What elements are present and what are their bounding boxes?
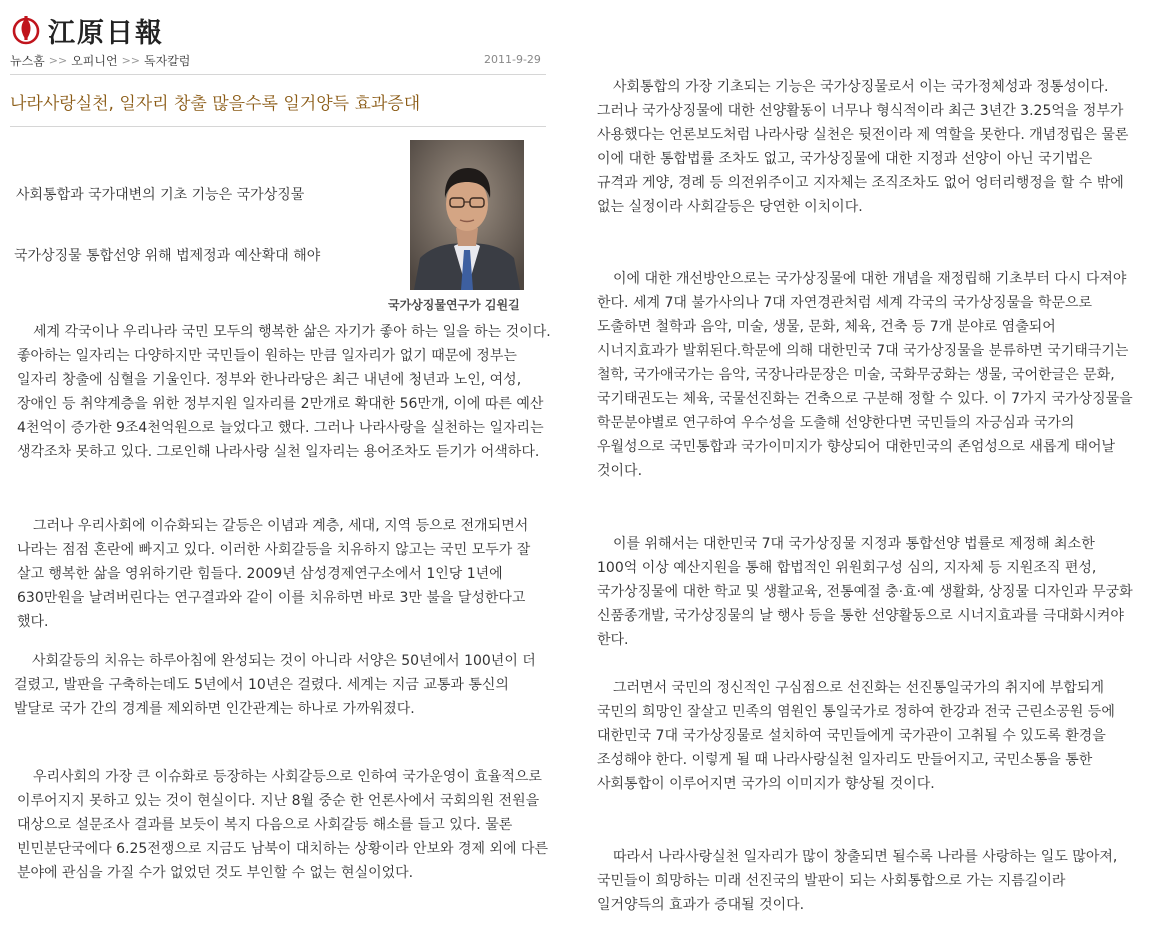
breadcrumb-news-home[interactable]: 뉴스홈 — [10, 54, 45, 68]
article-paragraph: 따라서 나라사랑실천 일자리가 많이 창출되면 될수록 나라를 사랑하는 일도 많아져, 국민들이 희망하는 미래 선진국의 발판이 되는 사회통합으로 가는 지름길이라 일거양득의 효과가 증대될 것이다. — [597, 849, 1118, 913]
divider — [10, 126, 546, 127]
logo-text: 江原日報 — [48, 17, 164, 49]
article-date: 2011-9-29 — [484, 53, 541, 66]
photo-caption: 국가상징물연구가 김원길 — [388, 298, 520, 312]
article-paragraph: 우리사회의 가장 큰 이슈화로 등장하는 사회갈등으로 인하여 국가운영이 효율적으로 이루어지지 못하고 있는 것이 현실이다. 지난 8월 중순 한 언론사에서 국회의원 전원을 대상으로 설문조사 결과를 보듯이 복지 다음으로 사회갈등 해소를 들고 있다. 물론 빈민분단국에다 6.25전쟁으로 지금도 남북이 대치하는 상황이라 안보와 경제 외에 다른 분야에 관심을 가질 수가 없었던 것도 부인할 수 없는 현실이었다. — [17, 769, 549, 881]
divider — [10, 74, 546, 75]
article-subhead-1: 사회통합과 국가대변의 기초 기능은 국가상징물 — [16, 187, 305, 203]
article-paragraph: 세계 각국이나 우리나라 국민 모두의 행복한 삶은 자기가 좋아 하는 일을 하는 것이다. 좋아하는 일자리는 다양하지만 국민들이 원하는 만큼 일자리가 없기 때문에 정부는 일자리 창출에 심혈을 기울인다. 정부와 한나라당은 최근 내년에 청년과 노인, 여성, 장애인 등 취약계층을 위한 정부지원 일자리를 2만개로 확대한 56만개, 이에 따른 예산 4천억이 증가한 9조4천억원으로 늘었다고 했다. 그러나 나라사랑을 실천하는 일자리는 생각조차 못하고 있다. 그로인해 나라사랑 실천 일자리는 용어조차도 듣기가 어색하다. — [17, 324, 551, 460]
logo-emblem-icon — [12, 14, 40, 46]
article-subhead-2: 국가상징물 통합선양 위해 법제정과 예산확대 해야 — [14, 248, 321, 264]
article-paragraph: 그러나 우리사회에 이슈화되는 갈등은 이념과 계층, 세대, 지역 등으로 전개되면서 나라는 점점 혼란에 빠지고 있다. 이러한 사회갈등을 치유하지 않고는 국민 모두가 잘 살고 행복한 삶을 영위하기란 힘들다. 2009년 삼성경제연구소에서 1인당 1년에 630만원을 날려버린다는 연구결과와 같이 이를 치유하면 바로 3만 불을 달성한다고 했다. — [17, 518, 531, 630]
breadcrumb — [10, 52, 190, 69]
article-paragraph: 그러면서 국민의 정신적인 구심점으로 선진화는 선진통일국가의 취지에 부합되게 국민의 희망인 잘살고 민족의 염원인 통일국가로 정하여 한강과 전국 근린소공원 등에 대한민국 7대 국가상징물로 설치하여 국민들에게 국가관이 고취될 수 있도록 환경을 조성해야 한다. 이렇게 될 때 나라사랑실천 일자리도 만들어지고, 국민소통을 통한 사회통합이 이루어지면 국가의 이미지가 향상될 것이다. — [597, 680, 1115, 792]
article-title: 나라사랑실천, 일자리 창출 많을수록 일거양득 효과증대 — [10, 94, 421, 114]
breadcrumb-opinion[interactable]: 오피니언 — [71, 54, 118, 68]
site-logo[interactable] — [12, 12, 164, 48]
breadcrumb-reader-column[interactable]: 독자칼럼 — [144, 54, 191, 68]
article-paragraph: 이에 대한 개선방안으로는 국가상징물에 대한 개념을 재정립해 기초부터 다시 다져야 한다. 세계 7대 불가사의나 7대 자연경관처럼 세계 각국의 국가상징물을 학문으로 도출하면 철학과 음악, 미술, 생물, 문화, 체육, 건축 등 7개 분야로 염출되어 시너지효과가 발휘된다.학문에 의해 대한민국 7대 국가상징물을 분류하면 국기태극기는 철학, 국가애국가는 음악, 국장나라문장은 미술, 국화무궁화는 생물, 국어한글은 문화, 국기태권도는 체육, 국물선진화는 건축으로 구분해 정할 수 있다. 이 7가지 국가상징물을 학문분야별로 연구하여 우수성을 도출해 선양한다면 국민들의 자긍심과 국가의 우월성으로 국민통합과 국가이미지가 향상되어 대한민국의 존엄성으로 새롭게 태어날 것이다. — [597, 271, 1133, 479]
article-paragraph: 사회갈등의 치유는 하루아침에 완성되는 것이 아니라 서양은 50년에서 100년이 더 걸렸고, 발판을 구축하는데도 5년에서 10년은 걸렸다. 세계는 지금 교통과 통신의 발달로 국가 간의 경계를 제외하면 인간관계는 하나로 가까워졌다. — [14, 653, 536, 717]
article-paragraph: 이를 위해서는 대한민국 7대 국가상징물 지정과 통합선양 법률로 제정해 최소한 100억 이상 예산지원을 통해 합법적인 위원회구성 심의, 지자체 등 지원조직 편성, 국가상징물에 대한 학교 및 생활교육, 전통예절 충·효·예 생활화, 상징물 디자인과 무궁화 신품종개발, 국가상징물의 날 행사 등을 통한 선양활동으로 시너지효과를 극대화시켜야 한다. — [597, 536, 1133, 648]
breadcrumb-separator: >> — [121, 54, 141, 67]
author-photo — [410, 140, 524, 290]
breadcrumb-separator: >> — [48, 54, 68, 67]
article-paragraph: 사회통합의 가장 기초되는 기능은 국가상징물로서 이는 국가정체성과 정통성이다. 그러나 국가상징물에 대한 선양활동이 너무나 형식적이라 최근 3년간 3.25억을 정부가 사용했다는 언론보도처럼 나라사랑 실천은 뒷전이라 제 역할을 못한다. 개념정립은 물론 이에 대한 통합법률 조차도 없고, 국가상징물에 대한 지정과 선양이 아닌 국기법은 규격과 게양, 경례 등 의전위주이고 지자체는 조직조차도 없어 엉터리행정을 할 수 밖에 없는 실정이라 사회갈등은 당연한 이치이다. — [597, 79, 1129, 215]
